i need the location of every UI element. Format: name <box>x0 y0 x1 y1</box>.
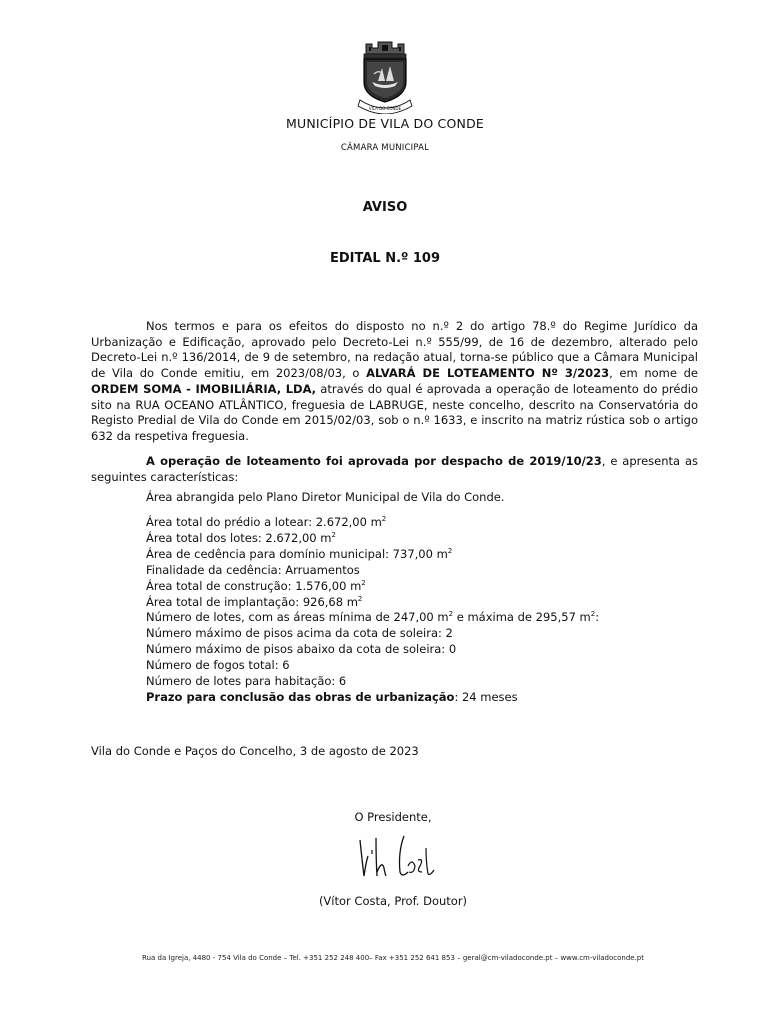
main-paragraph <box>91 319 698 445</box>
spec-housing-lots: Número de lotes para habitação: 6 <box>146 674 347 689</box>
spec-cession-purpose: Finalidade da cedência: Arruamentos <box>146 562 360 577</box>
paragraph-text-2: , em nome de <box>609 366 698 381</box>
signer-name: (Vítor Costa, Prof. Doutor) <box>318 894 468 908</box>
spec-floors-above: Número máximo de pisos acima da cota de soleira: 2 <box>146 626 453 641</box>
spec-total-area: Área total do prédio a lotear: 2.672,00 $m^2$ <box>146 515 387 529</box>
paragraph-text-3: através do qual é aprovada a operação de loteamento do prédio sito na RUA OCEANO ATLÂNTICO, freguesia de LABRUGE, neste concelho, descrito na Conservatória do Registo Predial de Vila do Conde em 2015/02/03, sob o n.º 1633, e inscrito na matriz rústica sob o artigo 632 da respetiva freguesia. <box>91 381 698 443</box>
spec-lots-area: Área total dos lotes: 2.672,00 $m^2$ <box>146 530 336 545</box>
owner-name: ORDEM SOMA - IMOBILIÁRIA, LDA, <box>91 381 317 396</box>
decision-paragraph <box>91 454 698 485</box>
spec-lots-count: Número de lotes, com as áreas mínima de 247,00 $m^2$ e máxima de 295,57 $m^2$: <box>146 610 600 625</box>
place-date: Vila do Conde e Paços do Concelho, 3 de agosto de 2023 <box>91 744 419 758</box>
chamber-name: CÂMARA MUNICIPAL <box>340 143 430 153</box>
spec-implantation-area: Área total de implantação: 926,68 $m^2$ <box>146 594 363 609</box>
spec-floors-below: Número máximo de pisos abaixo da cota de soleira: 0 <box>146 642 457 657</box>
spec-cession-area: Área de cedência para domínio municipal: 737,00 $m^2$ <box>146 546 453 561</box>
municipality-name: MUNICÍPIO DE VILA DO CONDE <box>285 116 484 131</box>
specifications-list <box>146 515 599 706</box>
crest-motto: VILA DO CONDE <box>368 106 402 111</box>
spec-dwellings: Número de fogos total: 6 <box>146 658 290 673</box>
decision-rest: , e apresenta as seguintes características: <box>91 454 698 484</box>
alvara-number: ALVARÁ DE LOTEAMENTO Nº 3/2023 <box>366 366 610 381</box>
spec-deadline: Prazo para conclusão das obras de urbanização: 24 meses <box>146 689 518 704</box>
paragraph-text-1: Nos termos e para os efeitos do disposto no n.º 2 do artigo 78.º do Regime Jurídico da Urbanização e Edificação, aprovado pelo Decreto-Lei n.º 555/99, de 16 de dezembro, alterado pelo Decreto-Lei n.º 136/2014, de 9 de setembro, na redação atual, torna-se público que a Câmara Municipal de Vila do Conde emitiu, em 2023/08/03, o <box>91 319 698 381</box>
spec-construction-area: Área total de construção: 1.576,00 $m^2$ <box>146 578 366 593</box>
decision-bold: A operação de loteamento foi aprovada por despacho de 2019/10/23 <box>146 454 602 468</box>
document-title: AVISO <box>362 200 408 215</box>
handwritten-signature <box>352 832 438 882</box>
edital-number: EDITAL N.º 109 <box>329 251 441 266</box>
pdm-area-line: Área abrangida pelo Plano Diretor Municipal de Vila do Conde. <box>146 490 505 504</box>
footer-contact: Rua da Igreja, 4480 - 754 Vila do Conde – Tel. +351 252 248 400– Fax +351 252 641 853 – geral@cm-viladoconde.pt – www.cm-viladoconde.pt <box>142 954 644 962</box>
signer-role: O Presidente, <box>354 810 432 824</box>
municipal-crest-logo <box>352 38 418 114</box>
